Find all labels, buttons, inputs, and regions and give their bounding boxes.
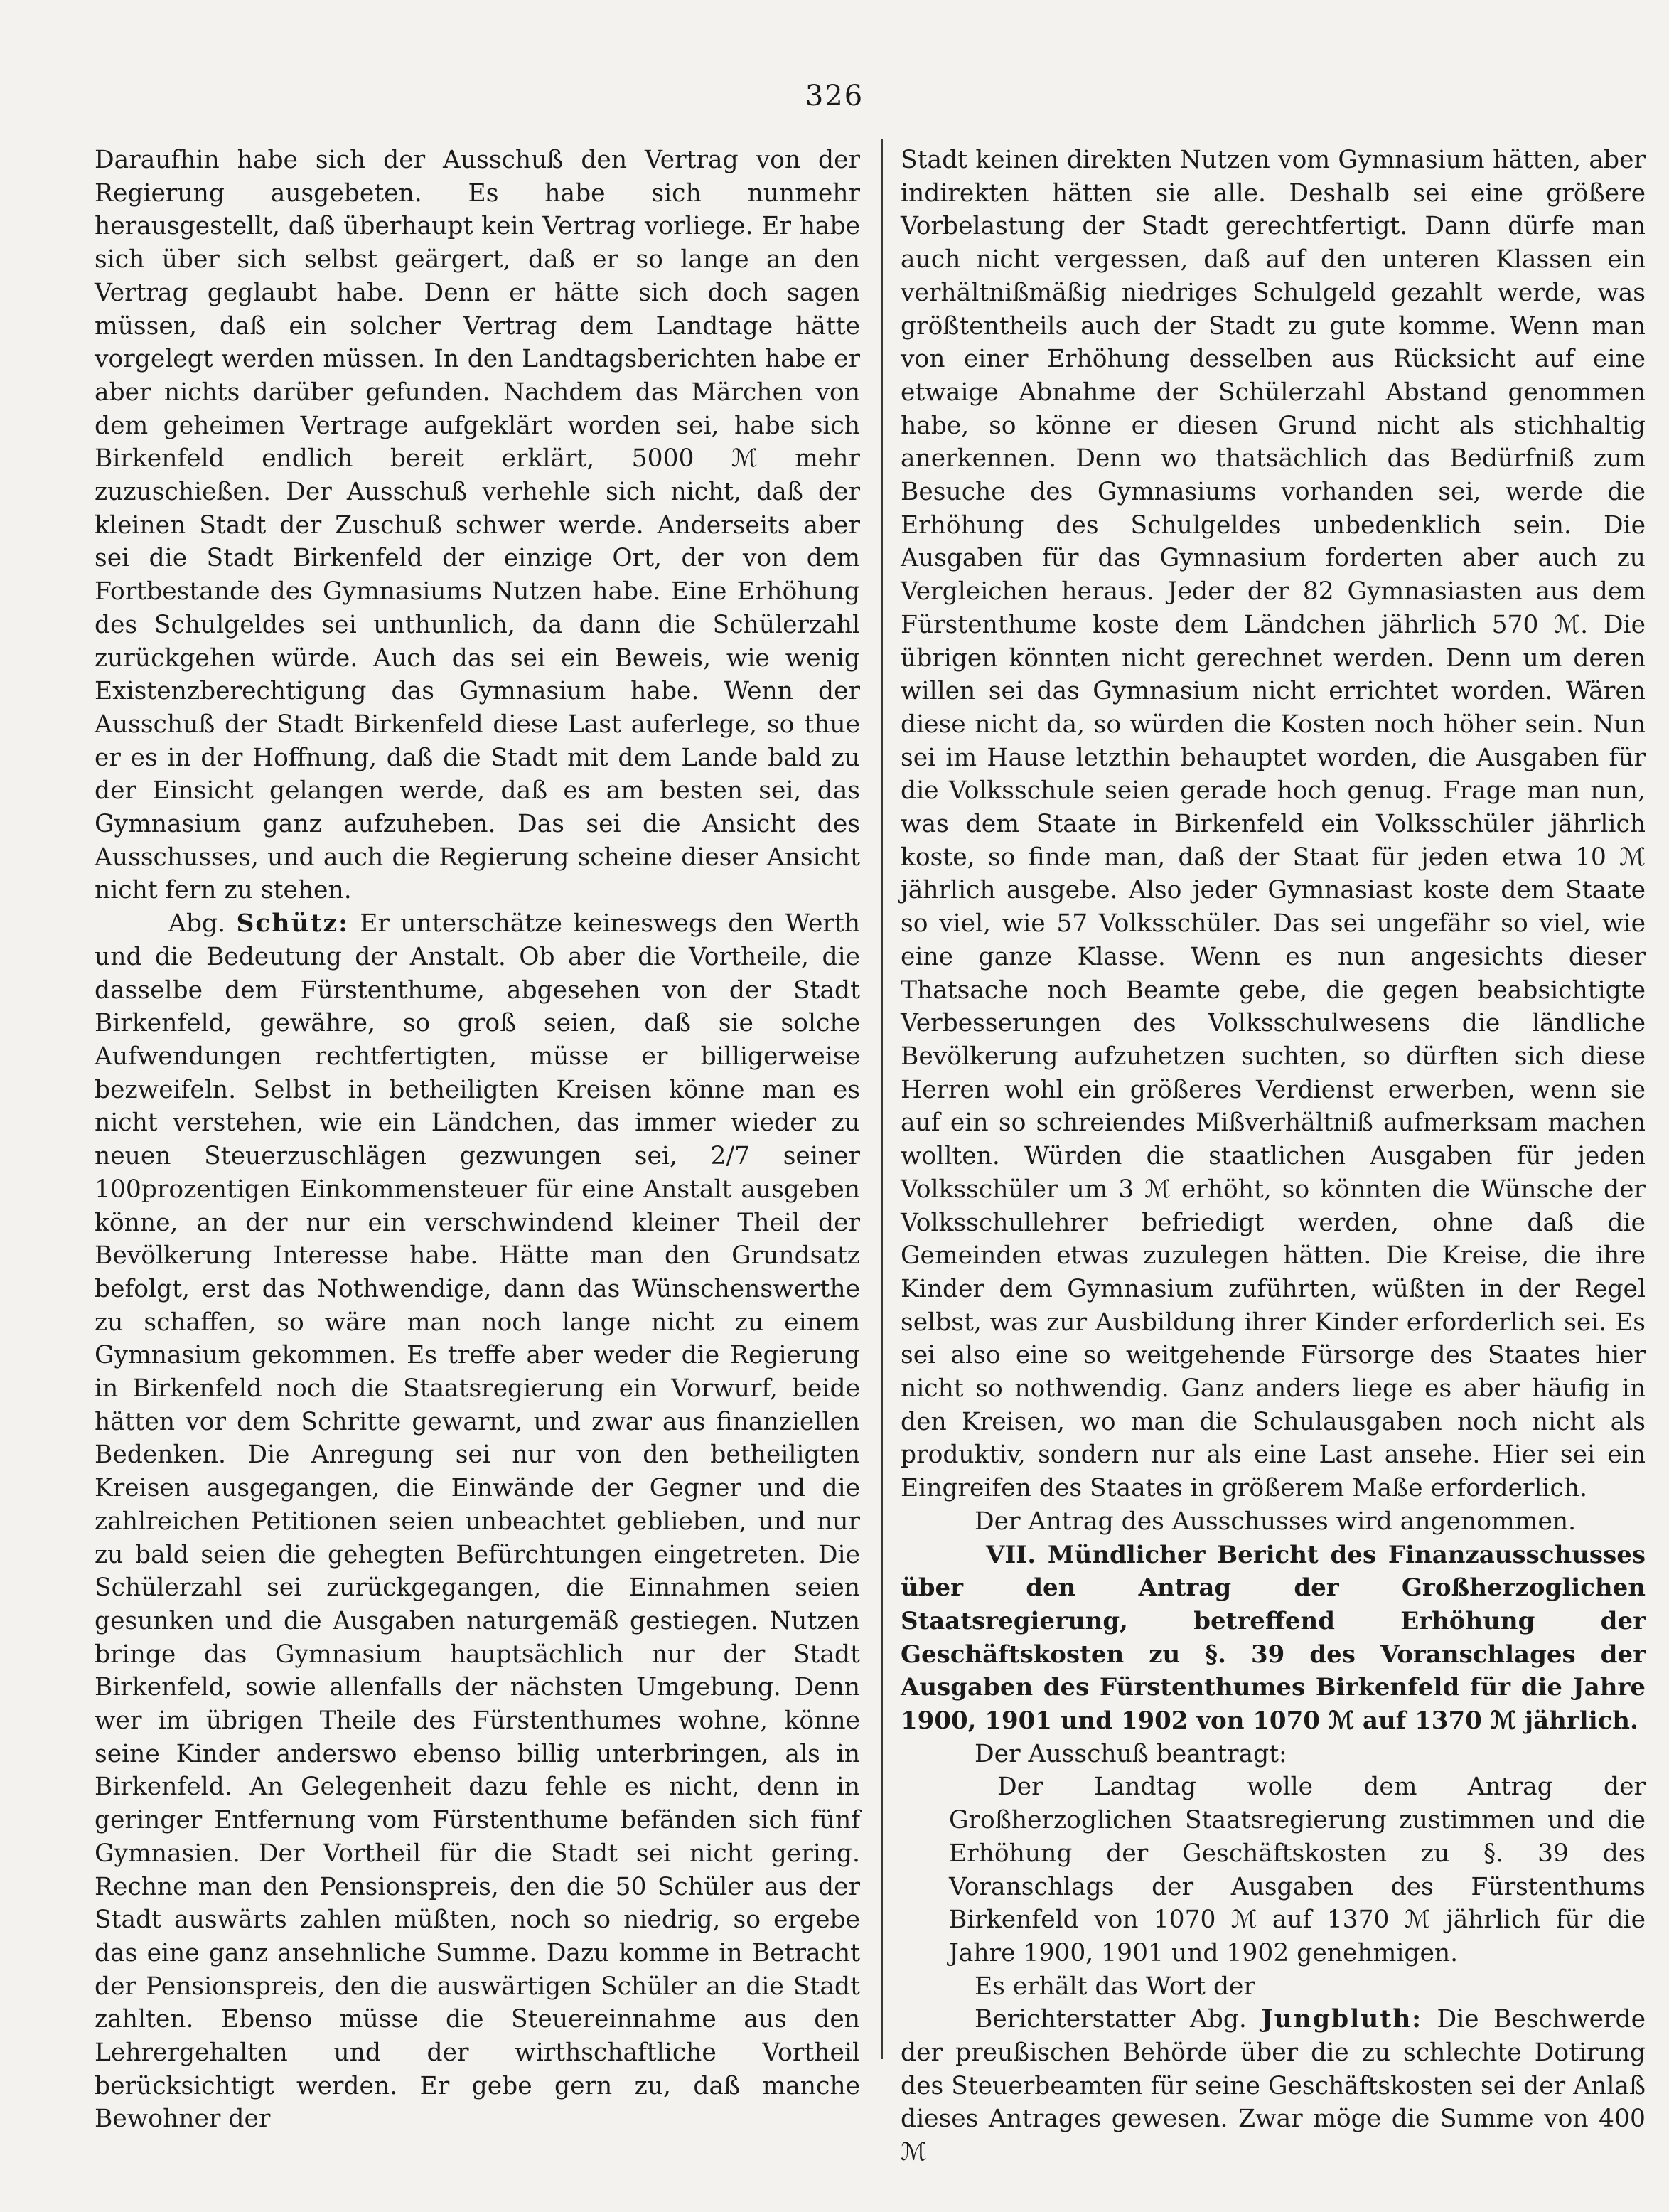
speech-text: Er unterschätze keineswegs den Werth und die Bedeutung der Anstalt. Ob aber die Vortheile, die dasselbe dem Fürstenthume, abgesehen von der Stadt Birkenfeld, gewähre, so groß seien, daß sie solche Aufwendungen rechtfertigten, müsse er billigerweise bezweifeln. Selbst in betheiligten Kreisen könne man es nicht verstehen, wie ein Ländchen, das immer wieder zu neuen Steuerzuschlägen gezwungen sei, 2/7 seiner 100prozentigen Einkommensteuer für eine Anstalt ausgeben könne, an der nur ein verschwindend kleiner Theil der Bevölkerung Interesse habe. Hätte man den Grundsatz befolgt, erst das Nothwendige, dann das Wünschenswerthe zu schaffen, so wäre man noch lange nicht zu einem Gymnasium gekommen. Es treffe aber weder die Regierung in Birkenfeld noch die Staatsregierung ein Vorwurf, beide hätten vor dem Schritte gewarnt, und zwar aus finanziellen Bedenken. Die Anregung sei nur von den betheiligten Kreisen ausgegangen, die Einwände der Gegner und die zahlreichen Petitionen seien unbeachtet geblieben, und nur zu bald seien die gehegten Befürchtungen eingetreten. Die Schülerzahl sei zurückgegangen, die Einnahmen seien gesunken und die Ausgaben naturgemäß gestiegen. Nutzen bringe das Gymnasium hauptsächlich nur der Stadt Birkenfeld, sowie allenfalls der nächsten Umgebung. Denn wer im übrigen Theile des Fürstenthumes wohne, könne seine Kinder anderswo ebenso billig unterbringen, als in Birkenfeld. An Gelegenheit dazu fehle es nicht, denn in geringer Entfernung vom Fürstenthume befänden sich fünf Gymnasien. Der Vortheil für die Stadt sei nicht gering. Rechne man den Pensionspreis, den die 50 Schüler aus der Stadt auswärts zahlen müßten, noch so niedrig, so ergebe das eine ganz ansehnliche Summe. Dazu komme in Betracht der Pensionspreis, den die auswärtigen Schüler an die Stadt zahlten. Ebenso müsse die Steuereinnahme aus den Lehrergehalten und der wirthschaftliche Vortheil berücksichtigt werden. Er gebe gern zu, daß manche Bewohner der bbox=[95, 909, 860, 2134]
committee-motion-text: Der Landtag wolle dem Antrag der Großherzoglichen Staatsregierung zustimmen und die Erhöhung der Geschäftskosten zu §. 39 des Voranschlags der Ausgaben des Fürstenthums Birkenfeld von 1070 ℳ auf 1370 ℳ jährlich für die Jahre 1900, 1901 und 1902 genehmigen. bbox=[949, 1773, 1646, 1967]
motion-adopted: Der Antrag des Ausschusses wird angenommen. bbox=[975, 1507, 1577, 1536]
right-column bbox=[901, 144, 1646, 2169]
left-paragraph-1: Daraufhin habe sich der Ausschuß den Vertrag von der Regierung ausgebeten. Es habe sich nunmehr herausgestellt, daß überhaupt kein Vertrag vorliege. Er habe sich über sich selbst geärgert, daß er so lange an den Vertrag geglaubt habe. Denn er hätte sich doch sagen müssen, daß ein solcher Vertrag dem Landtage hätte vorgelegt werden müssen. In den Landtagsberichten habe er aber nichts darüber gefunden. Nachdem das Märchen von dem geheimen Vertrage aufgeklärt worden sei, habe sich Birkenfeld endlich bereit erklärt, 5000 ℳ mehr zuzuschießen. Der Ausschuß verhehle sich nicht, daß der kleinen Stadt der Zuschuß schwer werde. Anderseits aber sei die Stadt Birkenfeld der einzige Ort, der von dem Fortbestande des Gymnasiums Nutzen habe. Eine Erhöhung des Schulgeldes sei unthunlich, da dann die Schülerzahl zurückgehen würde. Auch das sei ein Beweis, wie wenig Existenzberechtigung das Gymnasium habe. Wenn der Ausschuß der Stadt Birkenfeld diese Last auferlege, so thue er es in der Hoffnung, daß die Stadt mit dem Lande bald zu der Einsicht gelangen werde, daß es am besten sei, das Gymnasium ganz aufzuheben. Das sei die Ansicht des Ausschusses, und auch die Regierung scheine dieser Ansicht nicht fern zu stehen. bbox=[95, 146, 860, 905]
committee-motion-intro: Der Ausschuß beantragt: bbox=[975, 1739, 1287, 1768]
right-paragraph-1: Stadt keinen direkten Nutzen vom Gymnasium hätten, aber indirekten hätten sie alle. Deshalb sei eine größere Vorbelastung der Stadt gerechtfertigt. Dann dürfe man auch nicht vergessen, daß auf den unteren Klassen ein verhältnißmäßig niedriges Schulgeld gezahlt werde, was größtentheils auch der Stadt zu gute komme. Wenn man von einer Erhöhung desselben aus Rücksicht auf eine etwaige Abnahme der Schülerzahl Abstand genommen habe, so könne er diesen Grund nicht als stichhaltig anerkennen. Denn wo thatsächlich das Bedürfniß zum Besuche des Gymnasiums vorhanden sei, werde die Erhöhung des Schulgeldes unbedenklich sein. Die Ausgaben für das Gymnasium forderten aber auch zu Vergleichen heraus. Jeder der 82 Gymnasiasten aus dem Fürstenthume koste dem Ländchen jährlich 570 ℳ. Die übrigen könnten nicht gerechnet werden. Denn um deren willen sei das Gymnasium nicht errichtet worden. Wären diese nicht da, so würden die Kosten noch höher sein. Nun sei im Hause letzthin behauptet worden, die Ausgaben für die Volksschule seien gerade hoch genug. Frage man nun, was dem Staate in Birkenfeld ein Volksschüler jährlich koste, so finde man, daß der Staat für jeden etwa 10 ℳ jährlich ausgebe. Also jeder Gymnasiast koste dem Staate so viel, wie 57 Volksschüler. Das sei ungefähr so viel, wie eine ganze Klasse. Wenn es nun angesichts dieser Thatsache noch Beamte gebe, die gegen beabsichtigte Verbesserungen des Volksschulwesens die ländliche Bevölkerung aufzuhetzen suchten, so dürften sich diese Herren wohl ein größeres Verdienst erwerben, wenn sie auf ein so schreiendes Mißverhältniß aufmerksam machen wollten. Würden die staatlichen Ausgaben für jeden Volksschüler um 3 ℳ erhöht, so könnten die Wünsche der Volksschullehrer befriedigt werden, ohne daß die Gemeinden etwas zuzulegen hätten. Die Kreise, die ihre Kinder dem Gymnasium zuführten, wüßten in der Regel selbst, was zur Ausbildung ihrer Kinder erforderlich sei. Es sei also eine so weitgehende Fürsorge des Staates hier nicht so nothwendig. Ganz anders liege es aber häufig in den Kreisen, wo man die Schulausgaben noch nicht als produktiv, sondern nur als eine Last ansehe. Hier sei ein Eingreifen des Staates in größerem Maße erforderlich. bbox=[901, 146, 1646, 1503]
section-heading: VII. Mündlicher Bericht des Finanzausschusses über den Antrag der Großherzoglichen Staatsregierung, betreffend Erhöhung der Geschäftskosten zu §. 39 des Voranschlages der Ausgaben des Fürstenthumes Birkenfeld für die Jahre 1900, 1901 und 1902 von 1070 ℳ auf 1370 ℳ jährlich. bbox=[901, 1540, 1646, 1736]
speech-text: Die Beschwerde der preußischen Behörde über die zu schlechte Dotirung des Steuerbeamten für seine Geschäftskosten sei der Anlaß dieses Antrages gewesen. Zwar möge die Summe von 400 ℳ bbox=[901, 2005, 1646, 2167]
column-divider bbox=[881, 139, 883, 2059]
speaker-name: Schütz: bbox=[236, 909, 349, 939]
left-column bbox=[95, 144, 860, 2136]
speaker-name: Jungbluth: bbox=[1261, 2005, 1423, 2034]
page-number: 326 bbox=[805, 80, 864, 112]
speaker-prefix: Berichterstatter Abg. bbox=[975, 2005, 1247, 2034]
speaker-prefix: Abg. bbox=[168, 909, 226, 939]
floor-given: Es erhält das Wort der bbox=[975, 1972, 1255, 2001]
left-paragraph-2 bbox=[95, 907, 860, 2136]
rapporteur-paragraph bbox=[901, 2003, 1646, 2169]
